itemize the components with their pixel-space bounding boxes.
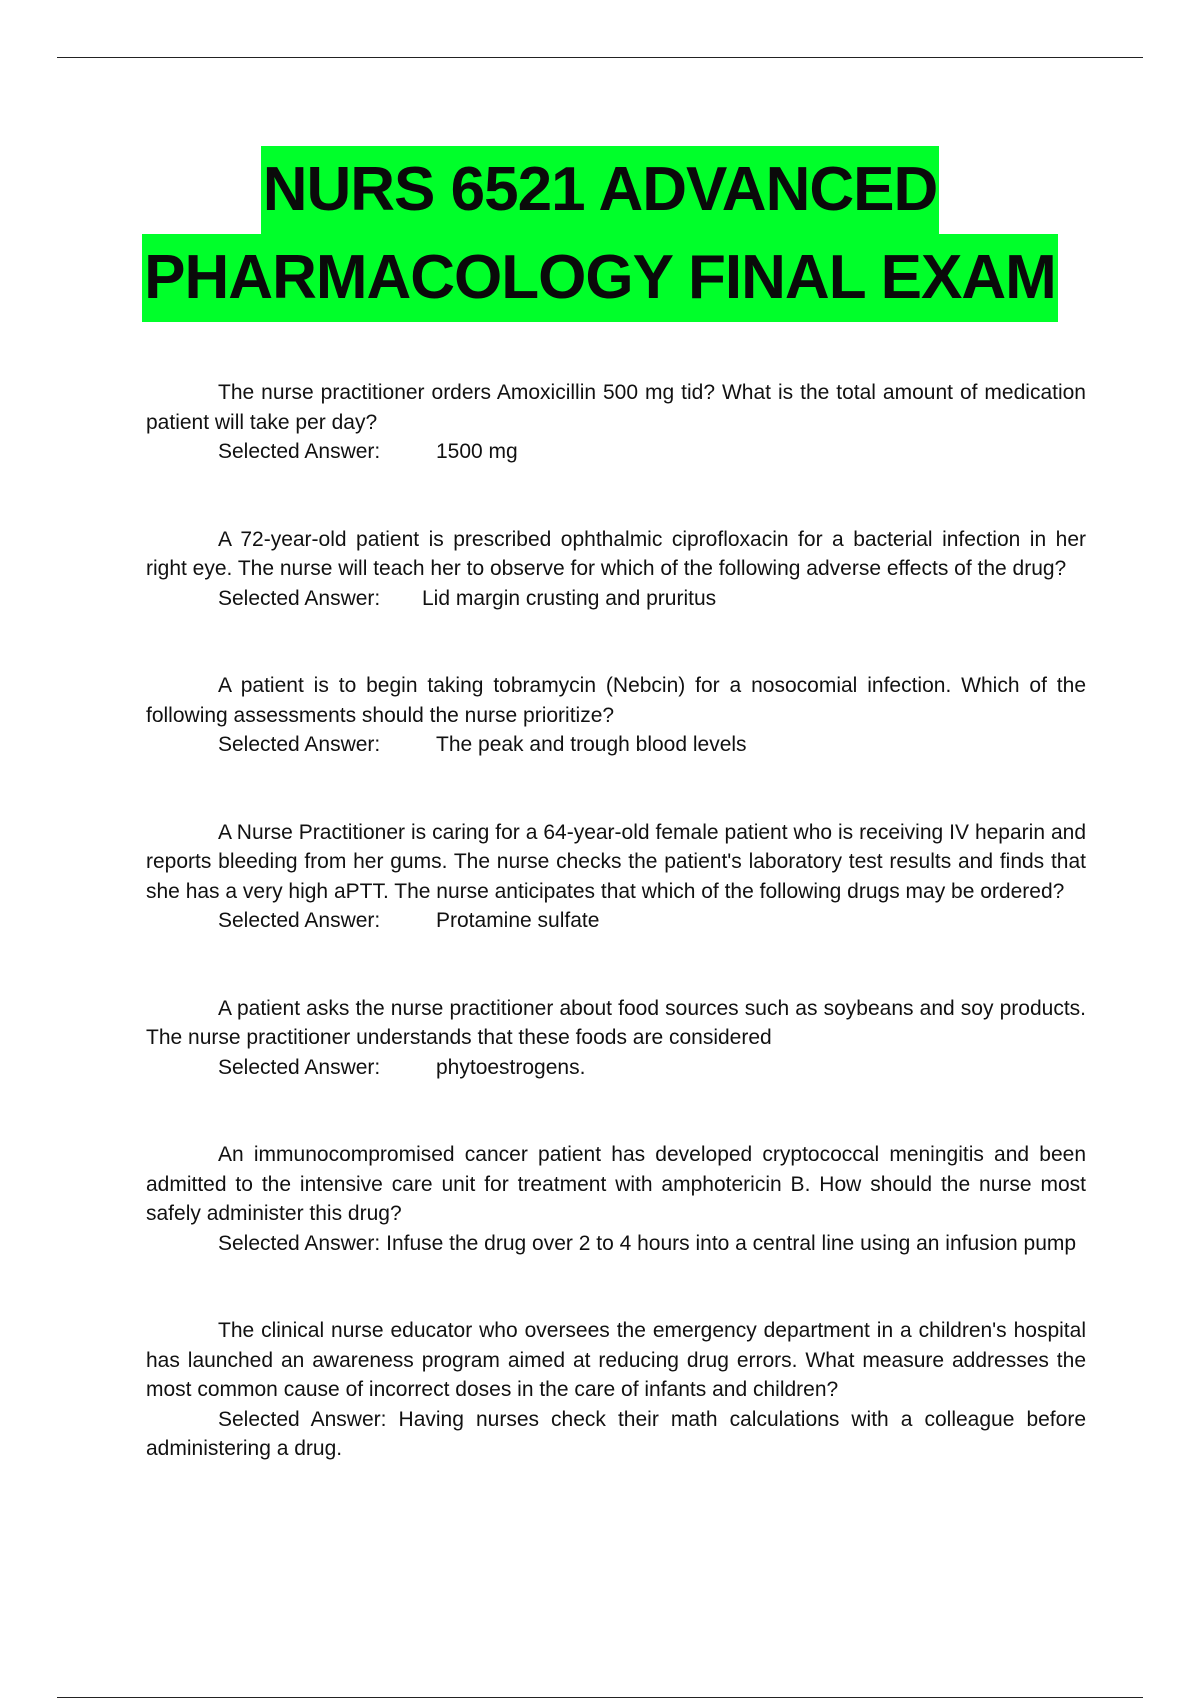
- answer-text: Lid margin crusting and pruritus: [422, 586, 717, 610]
- bottom-rule: [57, 1697, 1143, 1698]
- answer-text: phytoestrogens.: [436, 1055, 586, 1079]
- question-item: [146, 671, 1086, 760]
- question-list: [146, 378, 1086, 1522]
- answer-label: Selected Answer:: [218, 733, 381, 756]
- answer-label: Selected Answer:: [218, 1407, 387, 1431]
- answer-label: Selected Answer:: [218, 440, 381, 463]
- question-text: An immunocompromised cancer patient has developed cryptococcal meningitis and been admitted to the intensive care unit for treatment with amphotericin B. How should the nurse most safely administer this drug?: [146, 1143, 1086, 1225]
- question-text: A 72-year-old patient is prescribed ophthalmic ciprofloxacin for a bacterial infection in her right eye. The nurse will teach her to observe for which of the following adverse effects of the drug?: [146, 527, 1086, 580]
- question-text: A patient asks the nurse practitioner about food sources such as soybeans and soy products. The nurse practitioner understands that these foods are considered: [146, 996, 1086, 1049]
- selected-answer: [146, 906, 1086, 936]
- answer-text: The peak and trough blood levels: [436, 733, 747, 756]
- selected-answer: [146, 437, 1086, 467]
- question-text: A patient is to begin taking tobramycin (Nebcin) for a nosocomial infection. Which of the following assessments should the nurse prioritize?: [146, 674, 1086, 727]
- question-item: [146, 1316, 1086, 1464]
- question-text: A Nurse Practitioner is caring for a 64-year-old female patient who is receiving IV heparin and reports bleeding from her gums. The nurse checks the patient's laboratory test results and finds that she has a very high aPTT. The nurse anticipates that which of the following drugs may be ordered?: [146, 820, 1086, 903]
- selected-answer: [146, 1229, 1086, 1259]
- question-item: [146, 378, 1086, 467]
- question-text: The nurse practitioner orders Amoxicillin 500 mg tid? What is the total amount of medication patient will take per day?: [146, 381, 1086, 434]
- question-item: [146, 1140, 1086, 1258]
- question-text: The clinical nurse educator who oversees the emergency department in a children's hospital has launched an awareness program aimed at reducing drug errors. What measure addresses the most common cause of incorrect doses in the care of infants and children?: [146, 1319, 1086, 1401]
- title-line-2: PHARMACOLOGY FINAL EXAM: [142, 234, 1058, 322]
- answer-text: Protamine sulfate: [436, 909, 600, 932]
- question-item: [146, 818, 1086, 936]
- answer-text: 1500 mg: [436, 440, 518, 463]
- top-rule: [57, 57, 1143, 58]
- selected-answer: [146, 730, 1086, 760]
- answer-label: Selected Answer:: [218, 909, 381, 932]
- question-item: [146, 525, 1086, 614]
- selected-answer: [146, 584, 1086, 614]
- answer-label: Selected Answer:: [218, 1231, 381, 1255]
- answer-text: Infuse the drug over 2 to 4 hours into a central line using an infusion pump: [386, 1231, 1077, 1255]
- answer-label: Selected Answer:: [218, 586, 381, 610]
- selected-answer: [146, 1053, 1086, 1083]
- question-item: [146, 994, 1086, 1083]
- page-title: [0, 146, 1200, 322]
- title-line-1: NURS 6521 ADVANCED: [261, 146, 940, 234]
- selected-answer: [146, 1405, 1086, 1464]
- answer-label: Selected Answer:: [218, 1055, 381, 1079]
- answer-text: Having nurses check their math calculations with a colleague before administering a drug.: [146, 1407, 1086, 1460]
